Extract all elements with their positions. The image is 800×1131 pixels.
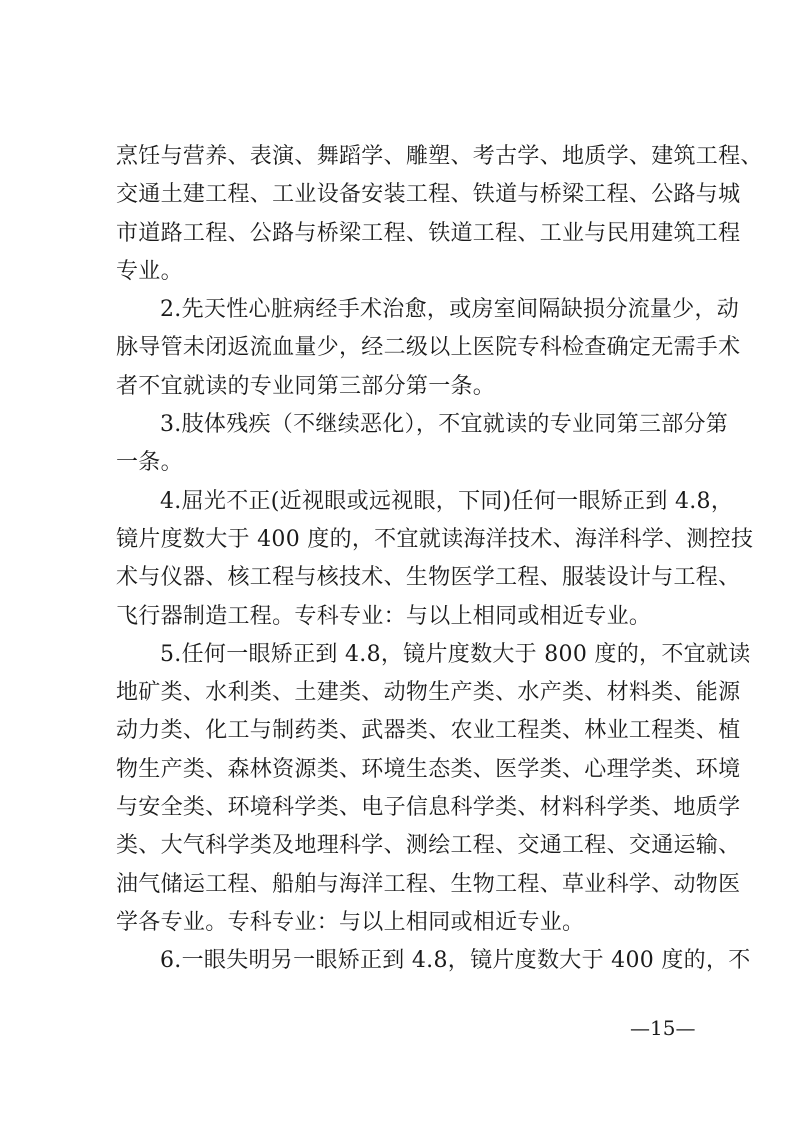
text-line: 交通土建工程、工业设备安装工程、铁道与桥梁工程、公路与城 [116, 182, 741, 208]
text-line: 油气储运工程、船舶与海洋工程、生物工程、草业科学、动物医 [116, 871, 741, 897]
text-line: 术与仪器、核工程与核技术、生物医学工程、服装设计与工程、 [116, 565, 741, 591]
text-line: 6.一眼失明另一眼矫正到 4.8，镜片度数大于 400 度的，不 [160, 948, 751, 974]
text-line: 3.肢体残疾（不继续恶化），不宜就读的专业同第三部分第 [160, 412, 729, 438]
text-line: 专业。 [116, 258, 183, 284]
text-line: 地矿类、水利类、土建类、动物生产类、水产类、材料类、能源 [116, 680, 741, 706]
body-text [116, 138, 763, 981]
text-line: 者不宜就读的专业同第三部分第一条。 [116, 373, 496, 399]
text-line: 一条。 [116, 450, 183, 476]
text-line: 2.先天性心脏病经手术治愈，或房室间隔缺损分流量少，动 [160, 297, 740, 323]
text-line: 飞行器制造工程。专科专业：与以上相同或相近专业。 [116, 603, 652, 629]
text-line: 与安全类、环境科学类、电子信息科学类、材料科学类、地质学 [116, 795, 741, 821]
page-number: —15— [630, 1016, 696, 1040]
text-line: 脉导管未闭返流血量少，经二级以上医院专科检查确定无需手术 [116, 335, 741, 361]
text-line: 学各专业。专科专业：与以上相同或相近专业。 [116, 909, 585, 935]
text-line: 动力类、化工与制药类、武器类、农业工程类、林业工程类、植 [116, 718, 741, 744]
text-line: 镜片度数大于 400 度的，不宜就读海洋技术、海洋科学、测控技 [116, 526, 754, 552]
text-line: 烹饪与营养、表演、舞蹈学、雕塑、考古学、地质学、建筑工程、 [116, 144, 763, 169]
text-line: 类、大气科学类及地理科学、测绘工程、交通工程、交通运输、 [116, 833, 741, 859]
text-line: 5.任何一眼矫正到 4.8，镜片度数大于 800 度的，不宜就读 [160, 641, 751, 667]
text-line: 物生产类、森林资源类、环境生态类、医学类、心理学类、环境 [116, 756, 741, 782]
text-line: 4.屈光不正(近视眼或远视眼，下同)任何一眼矫正到 4.8， [160, 488, 734, 514]
text-line: 市道路工程、公路与桥梁工程、铁道工程、工业与民用建筑工程 [116, 220, 741, 246]
